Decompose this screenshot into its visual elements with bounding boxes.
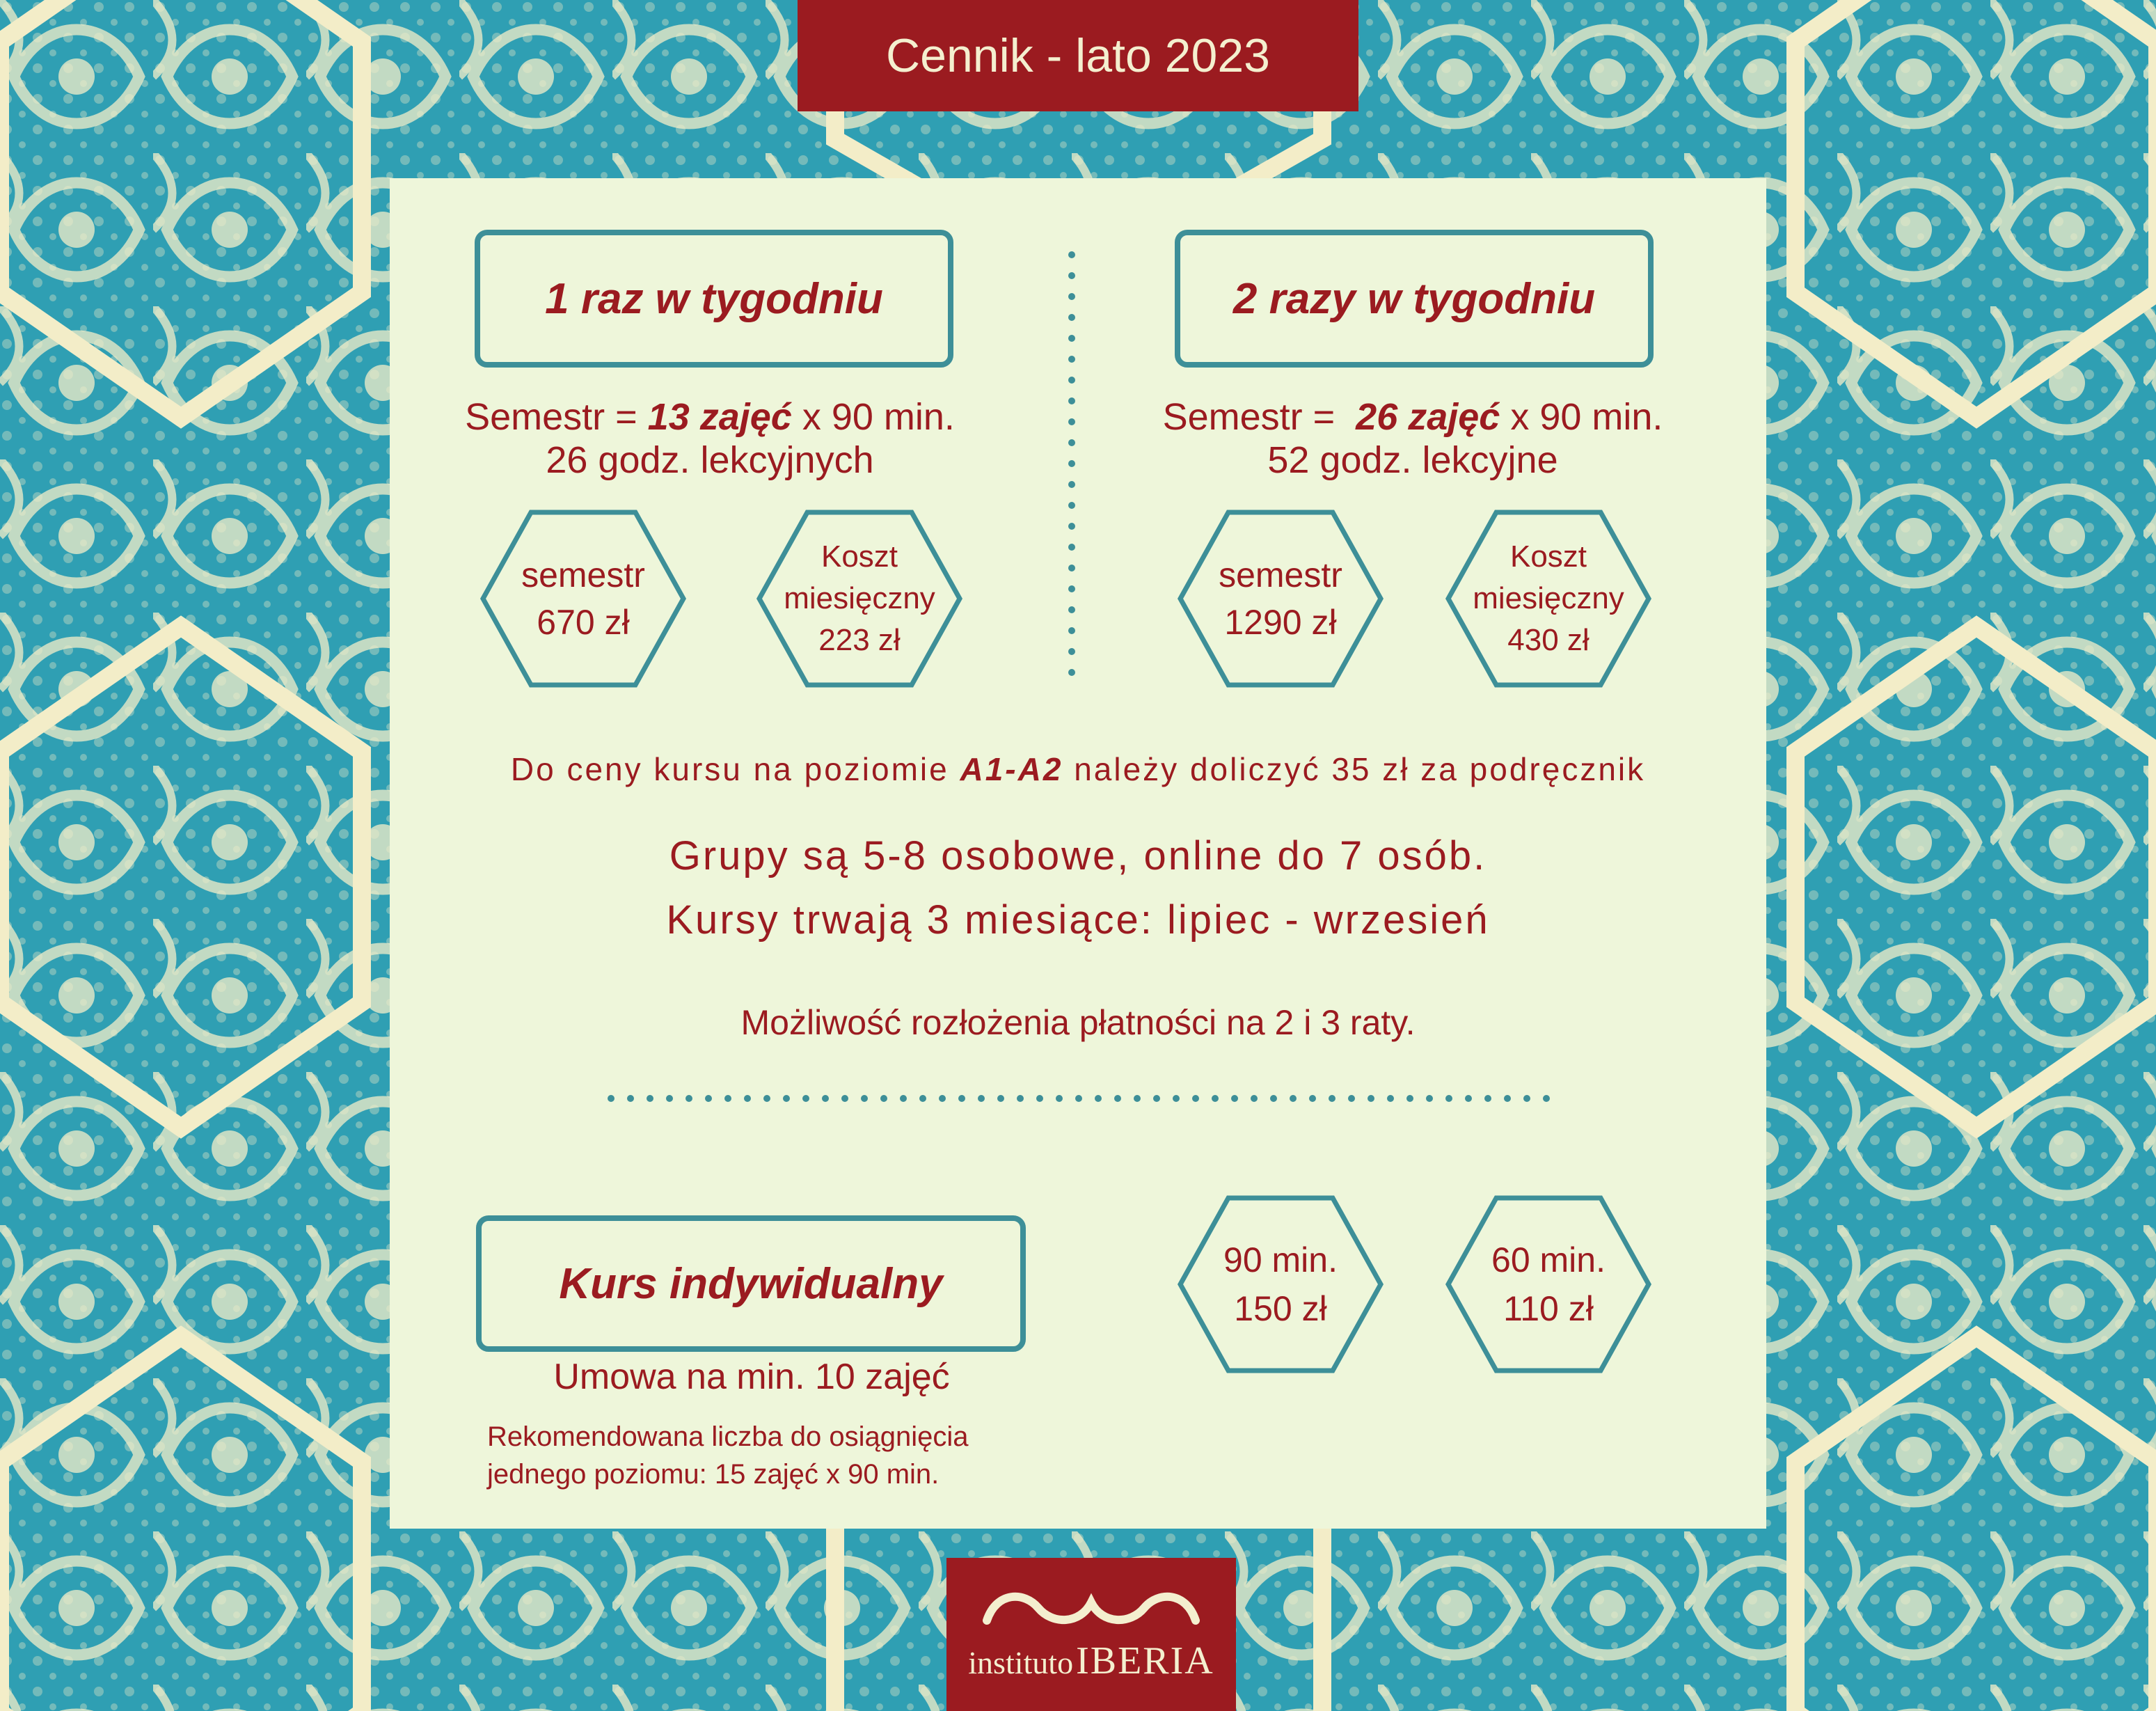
twice-line-suffix: x 90 min. xyxy=(1500,396,1663,438)
individual-contract: Umowa na min. 10 zajęć xyxy=(553,1357,950,1397)
twice-semester-hex xyxy=(1176,508,1385,689)
once-line-bold: 13 zajęć xyxy=(647,396,792,438)
once-semester-hex-label: semestr xyxy=(521,555,645,594)
twice-weekly-label: 2 razy w tygodniu xyxy=(1175,230,1654,368)
individual-60min-label: 60 min. xyxy=(1491,1240,1606,1279)
individual-recommendation-line1: Rekomendowana liczba do osiągnięcia xyxy=(487,1421,969,1452)
individual-60min-price: 110 zł xyxy=(1503,1289,1594,1328)
individual-90min-hex xyxy=(1176,1194,1385,1375)
twice-line-bold: 26 zajęć xyxy=(1356,396,1500,438)
twice-semester-hex-label: semestr xyxy=(1219,555,1342,594)
once-monthly-hex-label2: miesięczny xyxy=(784,581,935,615)
vertical-dotted-divider xyxy=(1065,251,1079,689)
twice-monthly-hex-label: Koszt xyxy=(1509,539,1587,574)
twice-monthly-hex-price: 430 zł xyxy=(1507,623,1590,657)
textbook-note-level: A1-A2 xyxy=(960,751,1063,787)
twice-monthly-hex xyxy=(1444,508,1653,689)
textbook-note-suffix: należy doliczyć 35 zł za podręcznik xyxy=(1063,751,1646,787)
logo-wordmark xyxy=(946,1639,1236,1683)
individual-recommendation-line2: jednego poziomu: 15 zajęć x 90 min. xyxy=(487,1459,940,1490)
individual-course-label: Kurs indywidualny xyxy=(476,1215,1026,1352)
once-semester-hex xyxy=(479,508,688,689)
textbook-note-prefix: Do ceny kursu na poziomie xyxy=(510,751,960,787)
individual-60min-hex xyxy=(1444,1194,1653,1375)
tilde-wave-icon xyxy=(983,1587,1200,1629)
individual-90min-price: 150 zł xyxy=(1234,1289,1327,1328)
once-weekly-semester-line xyxy=(418,395,1002,439)
twice-weekly-semester-line xyxy=(1120,395,1705,439)
horizontal-dotted-divider xyxy=(607,1091,1560,1105)
once-weekly-hours-line: 26 godz. lekcyjnych xyxy=(546,439,874,481)
instituto-iberia-logo xyxy=(946,1558,1236,1711)
once-line-prefix: Semestr = xyxy=(465,396,648,438)
twice-line-prefix: Semestr = xyxy=(1162,396,1356,438)
installments-note: Możliwość rozłożenia płatności na 2 i 3 raty. xyxy=(740,1003,1416,1042)
once-weekly-label: 1 raz w tygodniu xyxy=(475,230,953,368)
page-title: Cennik - lato 2023 xyxy=(798,0,1358,111)
once-semester-hex-price: 670 zł xyxy=(537,603,630,642)
logo-word-instituto: instituto xyxy=(968,1645,1074,1680)
once-monthly-hex-price: 223 zł xyxy=(818,623,901,657)
once-line-suffix: x 90 min. xyxy=(791,396,955,438)
textbook-note xyxy=(404,750,1752,788)
twice-semester-hex-price: 1290 zł xyxy=(1224,603,1337,642)
twice-monthly-hex-label2: miesięczny xyxy=(1473,581,1624,615)
once-monthly-hex xyxy=(755,508,964,689)
individual-90min-label: 90 min. xyxy=(1223,1240,1338,1279)
duration-note: Kursy trwają 3 miesiące: lipiec - wrzesień xyxy=(666,897,1490,943)
logo-word-iberia: IBERIA xyxy=(1076,1639,1214,1682)
groups-note: Grupy są 5-8 osobowe, online do 7 osób. xyxy=(669,833,1487,878)
twice-weekly-hours-line: 52 godz. lekcyjne xyxy=(1267,439,1558,481)
once-monthly-hex-label: Koszt xyxy=(821,539,898,574)
